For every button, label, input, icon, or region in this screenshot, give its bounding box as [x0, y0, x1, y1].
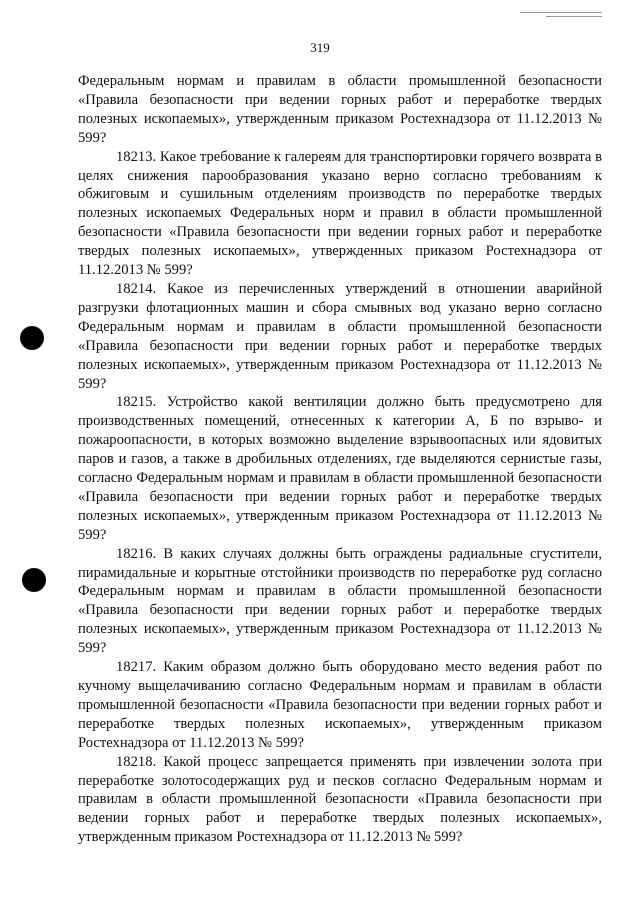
paragraph-question-18215: 18215. Устройство какой вентиляции должно быть предусмотрено для производственных помещений, отнесенных к категории А, Б по взрыво- и пожароопасности, в которых возможно выделение взрывоопасных или ядовитых паров и газов, а также в дробильных отделениях, где выделяются сернистые газы, согласно Федеральным нормам и правилам в области промышленной безопасности «Правила безопасности при ведении горных работ и переработке твердых полезных ископаемых», утвержденным приказом Ростехнадзора от 11.12.2013 № 599?	[78, 394, 602, 543]
page-number: 319	[310, 40, 330, 55]
paragraph-question-18216: 18216. В каких случаях должны быть ограждены радиальные сгустители, пирамидальные и корытные отстойники производств по переработке руд согласно Федеральным нормам и правилам в области промышленной безопасности «Правила безопасности при ведении горных работ и переработке твердых полезных ископаемых», утвержденным приказом Ростехнадзора от 11.12.2013 № 599?	[78, 545, 602, 657]
paragraph-question-18218: 18218. Какой процесс запрещается применять при извлечении золота при переработке золотосодержащих руд и песков согласно Федеральным нормам и правилам в области промышленной безопасности «Правила безопасности при ведении горных работ и переработке твердых полезных ископаемых», утвержденным приказом Ростехнадзора от 11.12.2013 № 599?	[78, 753, 602, 846]
top-rule-line-short	[546, 16, 602, 17]
top-rule-line	[520, 12, 602, 13]
paragraph-continuation: Федеральным нормам и правилам в области промышленной безопасности «Правила безопасности при ведении горных работ и переработке твердых полезных ископаемых», утвержденным приказом Ростехнадзора от 11.12.2013 № 599?	[78, 73, 602, 146]
punch-hole-top	[20, 326, 44, 350]
document-body	[78, 72, 602, 847]
paragraph-question-18214: 18214. Какое из перечисленных утверждений в отношении аварийной разгрузки флотационных машин и сбора смывных вод указано верно согласно Федеральным нормам и правилам в области промышленной безопасности «Правила безопасности при ведении горных работ и переработке твердых полезных ископаемых», утвержденным приказом Ростехнадзора от 11.12.2013 № 599?	[78, 280, 602, 392]
paragraph-question-18213: 18213. Какое требование к галереям для транспортировки горячего возврата в целях снижения парообразования указано верно согласно требованиям к обжиговым и сушильным отделениям производств по переработке твердых полезных ископаемых Федеральных норм и правил в области промышленной безопасности «Правила безопасности при ведении горных работ и переработке твердых полезных ископаемых», утвержденных приказом Ростехнадзора от 11.12.2013 № 599?	[78, 148, 602, 279]
paragraph-question-18217: 18217. Каким образом должно быть оборудовано место ведения работ по кучному выщелачиванию согласно Федеральным нормам и правилам в области промышленной безопасности «Правила безопасности при ведении горных работ и переработке твердых полезных ископаемых», утвержденным приказом Ростехнадзора от 11.12.2013 № 599?	[78, 659, 602, 751]
punch-hole-bottom	[22, 568, 46, 592]
